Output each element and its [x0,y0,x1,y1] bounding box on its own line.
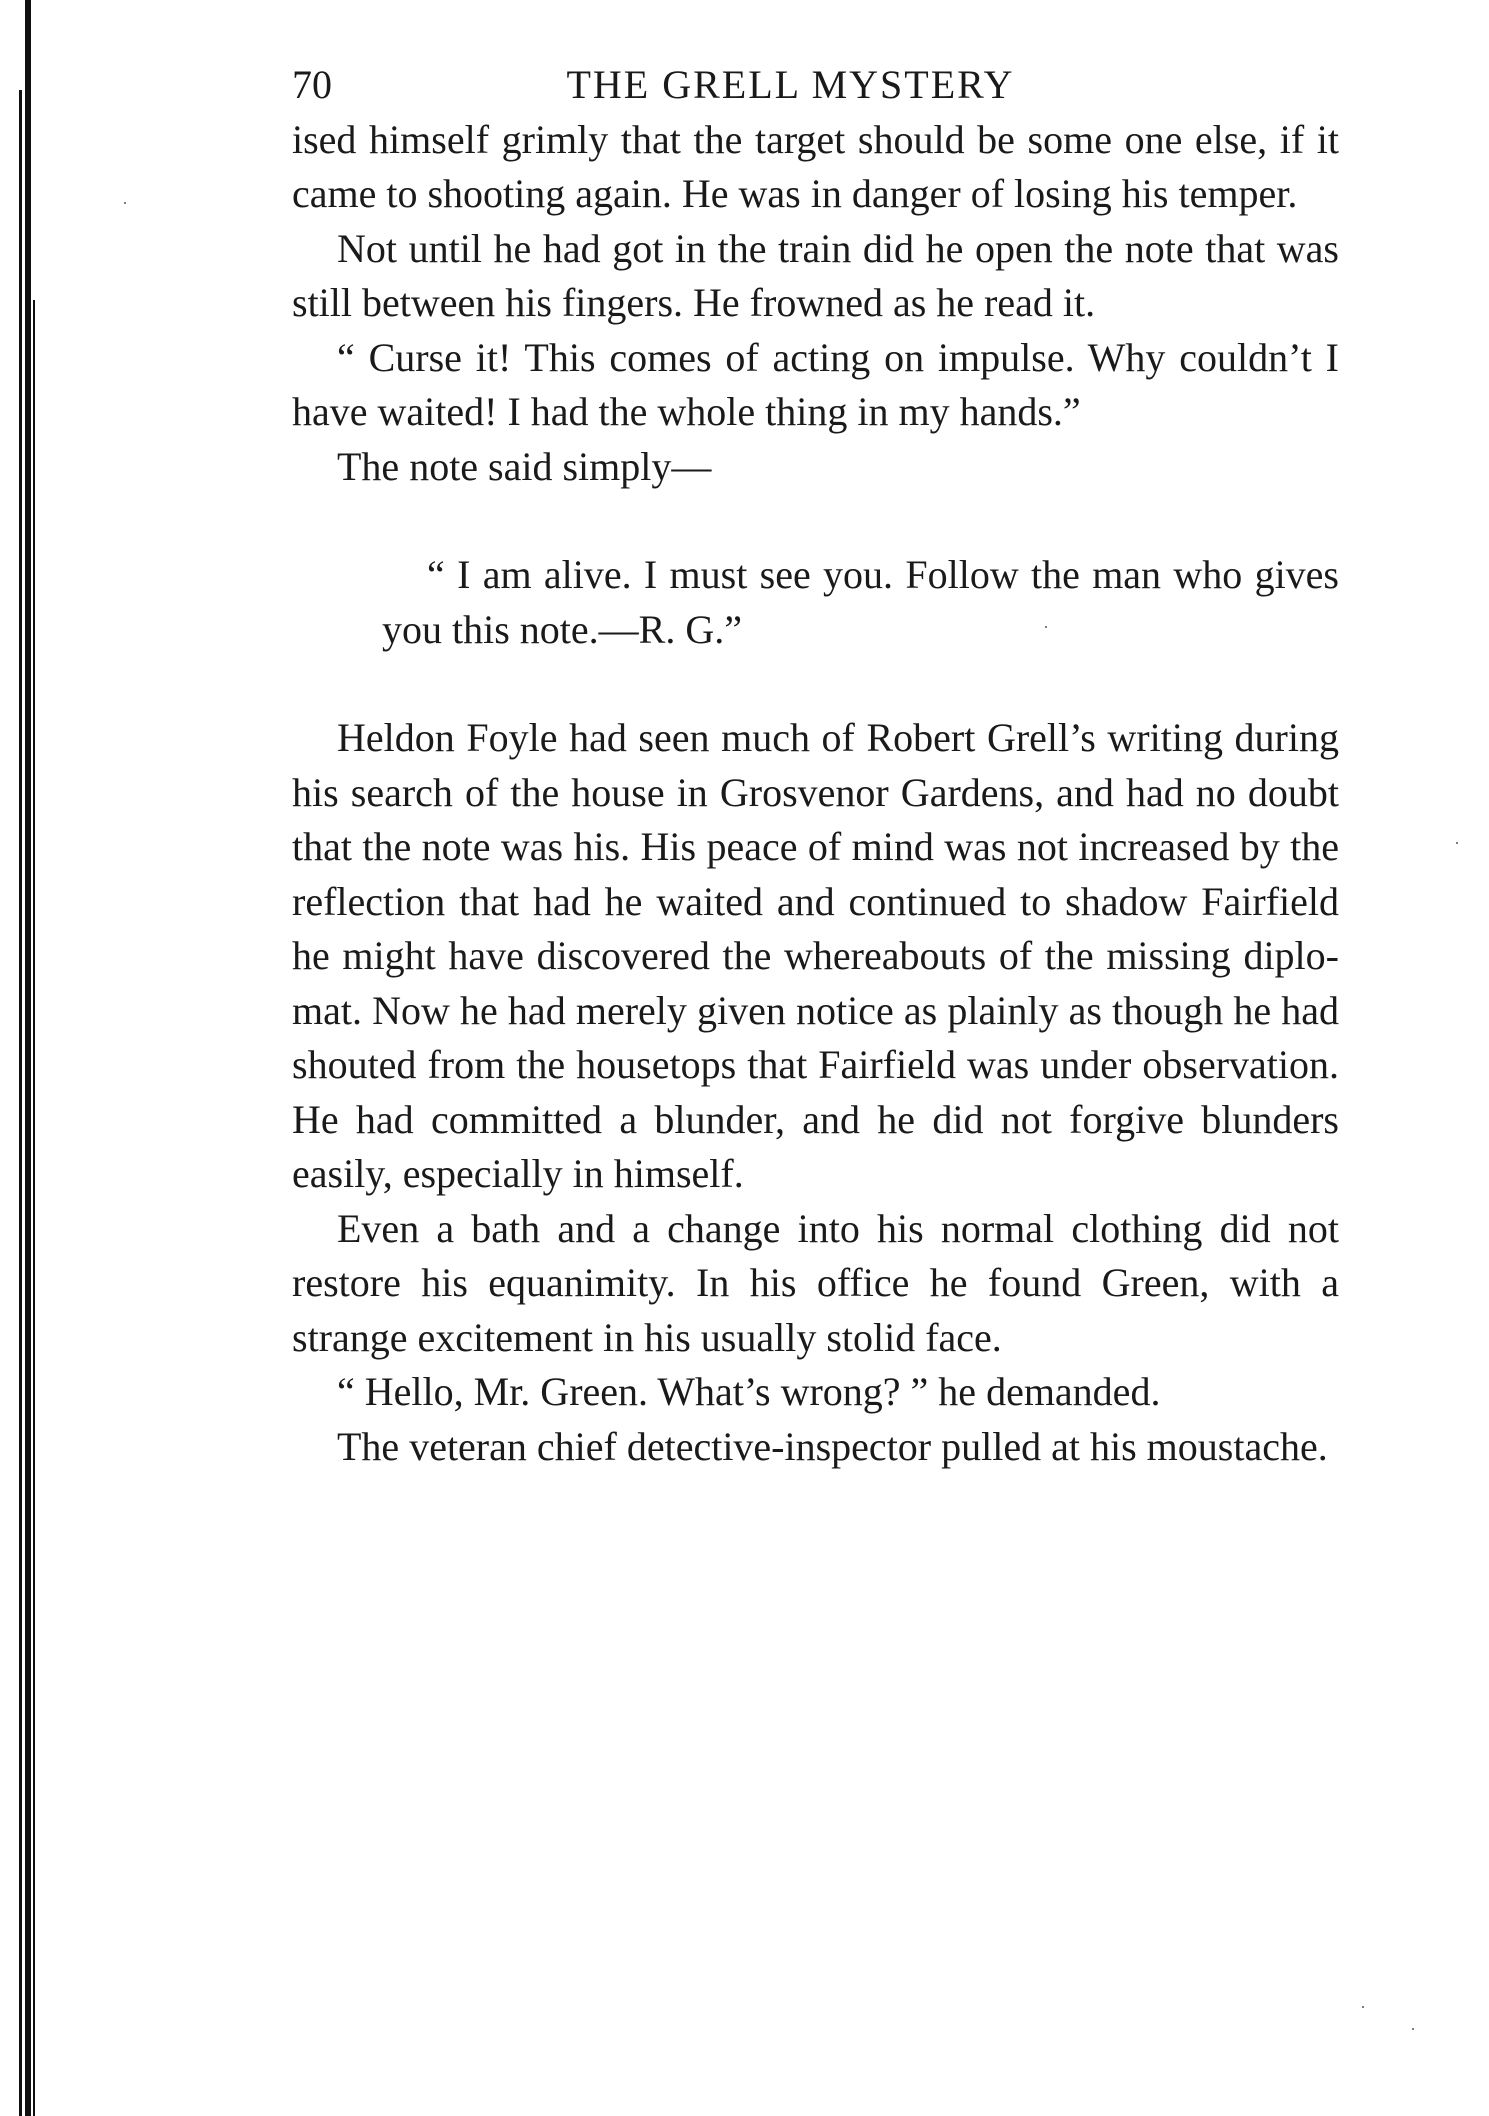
page-text [292,58,1339,1474]
paragraph: The note said simply— [337,443,712,489]
scan-speck [1045,626,1047,628]
paragraph: The veteran chief detective-inspector pulled at his moustache. [337,1423,1328,1469]
running-head [292,58,1339,113]
paragraph: Heldon Foyle had seen much of Robert Grell’s writing during his search of the house in Grosvenor Gardens, and had no doubt that the note was his. His peace of mind was not increased by the reflection that had he waited and continued to shadow Fairfield he might have discovered the whereabouts of the missing diplomat. Now he had merely given notice as plainly as though he had shouted from the housetops that Fairfield was under observation. He had committed a blunder, and he did not forgive blunders easily, especially in himself. [292,715,1339,1196]
binding-line [33,300,35,2116]
scan-speck [1362,2006,1364,2008]
binding-line [19,90,22,2116]
paragraph: Even a bath and a change into his normal clothing did not restore his equanimity. In his office he found Green, with a strange excitement in his usually stolid face. [292,1205,1339,1360]
running-title: THE GRELL MYSTERY [566,62,1015,107]
binding-edge [0,0,40,2116]
binding-line [25,0,31,2116]
scan-speck [124,202,126,204]
paragraph: “ Curse it! This comes of acting on impulse. Why couldn’t I have waited! I had the whole thing in my hands.” [292,334,1339,434]
scan-speck [1456,842,1458,844]
quoted-note: “ I am alive. I must see you. Follow the man who gives you this note.—R. G.” [382,552,1339,652]
page-number: 70 [292,62,332,107]
paragraph: Not until he had got in the train did he open the note that was still between his fingers. He frowned as he read it. [292,225,1339,325]
paragraph: ised himself grimly that the target should be some one else, if it came to shooting again. He was in danger of losing his temper. [292,116,1339,216]
paragraph: “ Hello, Mr. Green. What’s wrong? ” he demanded. [337,1369,1161,1414]
scan-speck [1412,2028,1414,2030]
